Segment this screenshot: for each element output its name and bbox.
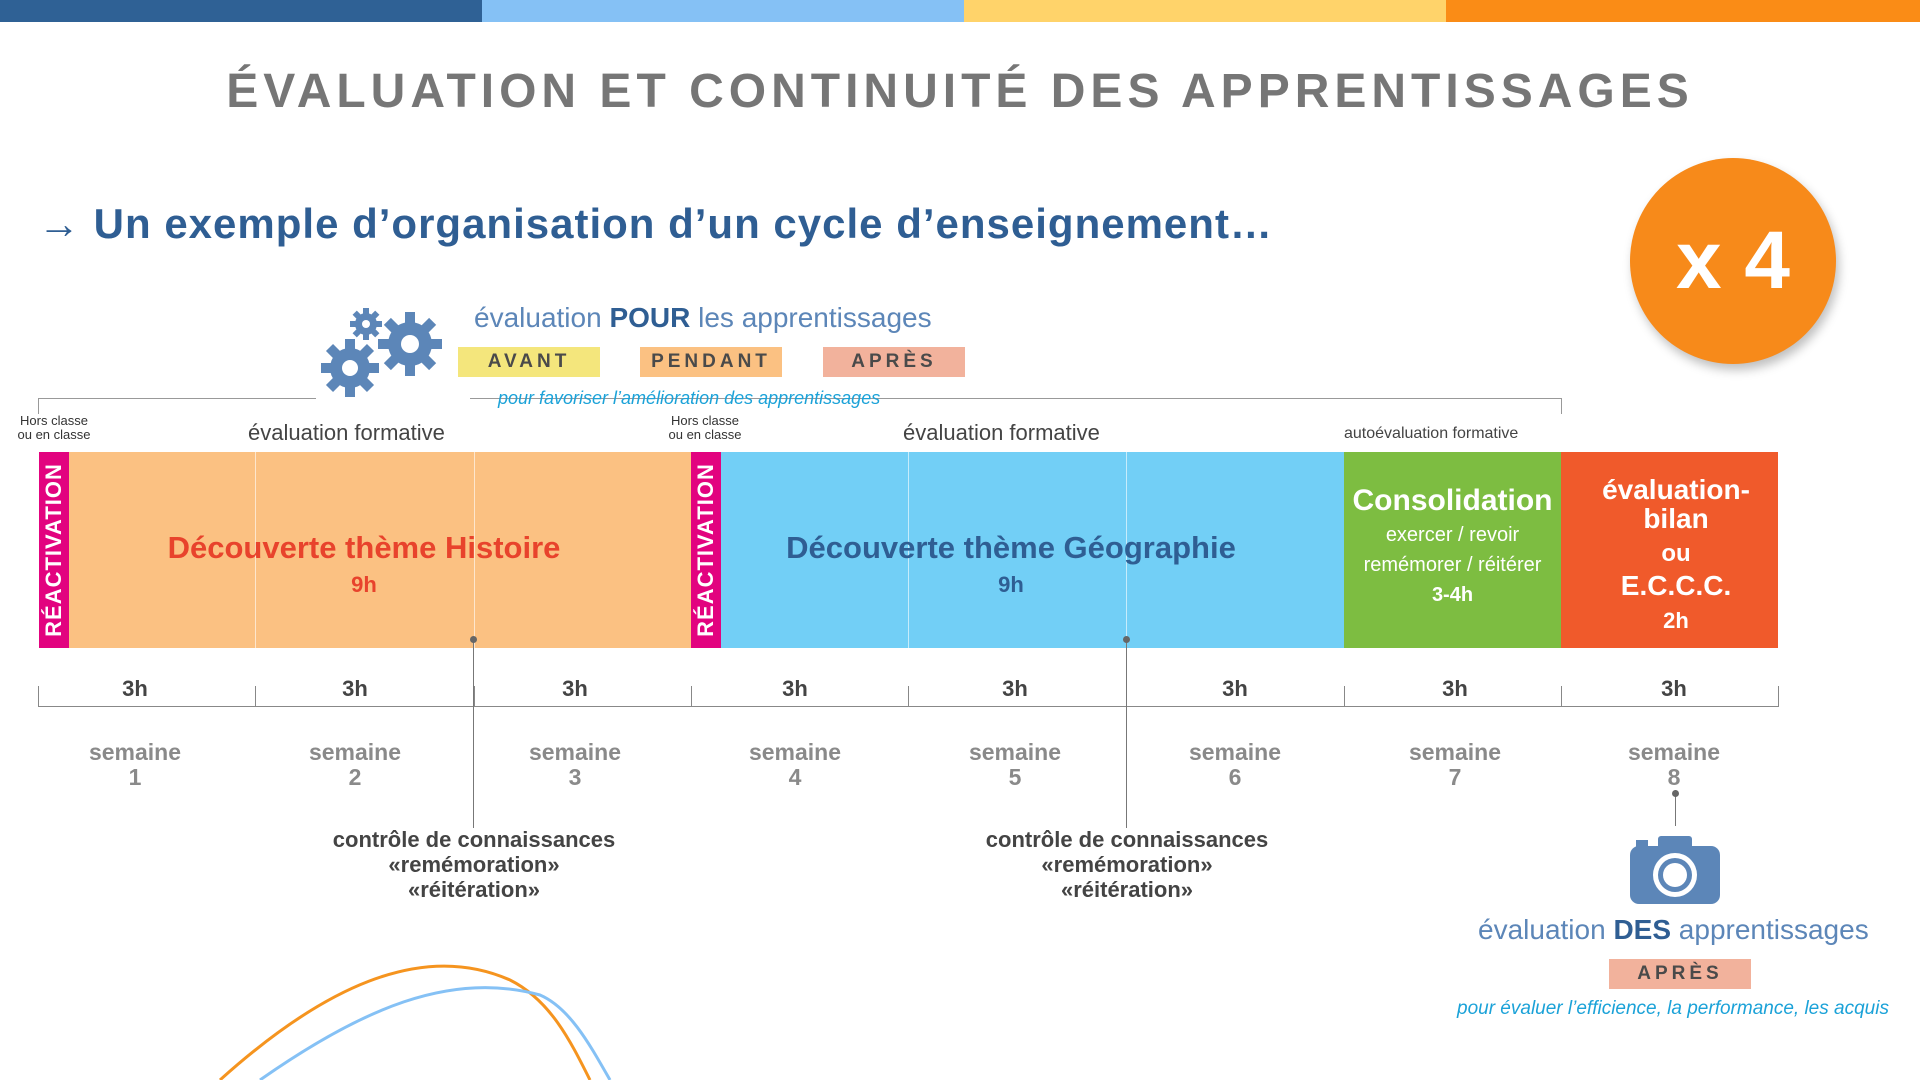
week-number: 7 [1448,764,1462,790]
controle-label-2 [947,827,1307,902]
eval-des-prefix: évaluation [1478,914,1614,945]
week-number: 4 [788,764,802,790]
pour-favoriser-text: pour favoriser l’amélioration des apprentissages [498,388,881,408]
eval-pour-label [474,302,932,334]
bilan-line4: E.C.C.C. [1620,570,1732,601]
tag-avant: AVANT [458,347,600,377]
week-1 [25,740,245,790]
top-bar-1 [0,0,482,22]
consolidation-line2: remémorer / réitérer [1363,554,1542,576]
tag-pendant: PENDANT [640,347,782,377]
hours-week-4: 3h [782,676,808,701]
gears-icon [318,302,448,402]
eval-des-suffix: apprentissages [1671,914,1869,945]
top-bar-2 [482,0,964,22]
camera-dot [1672,790,1679,797]
eval-formative-label-2: évaluation formative [903,420,1100,445]
week-number: 2 [348,764,362,790]
week-3 [465,740,685,790]
histoire-hours: 9h [351,572,377,597]
controle-line1: contrôle de connaissances [985,827,1269,852]
week-4 [685,740,905,790]
hors-classe-label-2 [651,414,759,442]
week-label: semaine [308,739,402,765]
hours-week-5: 3h [1002,676,1028,701]
hors-classe-line2: ou en classe [668,427,742,442]
eval-pour-prefix: évaluation [474,302,610,333]
week-label: semaine [1188,739,1282,765]
week-label: semaine [1408,739,1502,765]
week-label: semaine [1627,739,1721,765]
week-number: 8 [1667,764,1681,790]
week-7 [1345,740,1565,790]
week-6 [1125,740,1345,790]
geo-title: Découverte thème Géographie [786,530,1236,565]
hors-classe-label-1 [0,414,108,442]
controle-dot-2 [1123,636,1130,643]
week-5 [905,740,1125,790]
pour-evaluer-text: pour évaluer l’efficience, la performance, les acquis [1457,998,1889,1019]
hours-week-8: 3h [1661,676,1687,701]
geo-hours: 9h [998,572,1024,597]
week-label: semaine [88,739,182,765]
hors-classe-line1: Hors classe [20,413,88,428]
controle-pointer-1 [473,640,474,828]
controle-label-1 [294,827,654,902]
tag-apres-bottom: APRÈS [1609,959,1751,989]
bracket-tick-right [1561,398,1562,414]
eval-formative-label-1: évaluation formative [248,420,445,445]
hors-classe-line2: ou en classe [17,427,91,442]
consolidation-bar [1344,452,1561,648]
multiplier-badge: x 4 [1630,158,1836,364]
week-label: semaine [528,739,622,765]
reactivation-text: RÉACTIVATION [41,463,66,637]
bracket-line-left [38,398,316,399]
reactivation-text: RÉACTIVATION [693,463,718,637]
controle-line2: «remémoration» [1041,852,1213,877]
week-number: 6 [1228,764,1242,790]
decorative-curves [200,950,640,1080]
controle-line3: «réitération» [1060,877,1194,902]
hours-week-2: 3h [342,676,368,701]
page-title: ÉVALUATION ET CONTINUITÉ DES APPRENTISSAGES [226,65,1694,118]
consolidation-title: Consolidation [1352,484,1553,517]
consolidation-hours: 3-4h [1431,584,1474,606]
controle-line3: «réitération» [407,877,541,902]
controle-dot-1 [470,636,477,643]
tag-apres: APRÈS [823,347,965,377]
reactivation-bar-1 [39,452,69,648]
eval-des-bold: DES [1613,914,1672,945]
bilan-line1: évaluation- [1602,474,1750,505]
week-label: semaine [968,739,1062,765]
autoeval-label: autoévaluation formative [1344,425,1519,442]
consolidation-line1: exercer / revoir [1385,524,1520,546]
top-bar-3 [964,0,1446,22]
week-8 [1564,740,1784,790]
controle-pointer-2 [1126,640,1127,828]
eval-des-label [1478,914,1869,946]
hors-classe-line1: Hors classe [671,413,739,428]
hours-week-6: 3h [1222,676,1248,701]
bilan-line3: ou [1661,540,1691,567]
histoire-title: Découverte thème Histoire [167,530,561,565]
arrow-icon: → [38,200,81,247]
bracket-tick-left [38,398,39,414]
week-number: 5 [1008,764,1022,790]
week-number: 3 [568,764,582,790]
week-2 [245,740,465,790]
eval-pour-bold: POUR [609,302,691,333]
subtitle-text: Un exemple d’organisation d’un cycle d’enseignement… [93,200,1273,247]
bilan-hours: 2h [1663,608,1689,633]
eval-pour-suffix: les apprentissages [690,302,932,333]
hours-week-7: 3h [1442,676,1468,701]
bilan-line2: bilan [1643,503,1709,534]
hours-week-1: 3h [122,676,148,701]
subtitle [38,200,1273,248]
week-label: semaine [748,739,842,765]
camera-icon [1628,832,1722,906]
hours-week-3: 3h [562,676,588,701]
controle-line2: «remémoration» [388,852,560,877]
controle-line1: contrôle de connaissances [332,827,616,852]
week-number: 1 [128,764,142,790]
reactivation-bar-2 [691,452,721,648]
top-bar-4 [1446,0,1920,22]
